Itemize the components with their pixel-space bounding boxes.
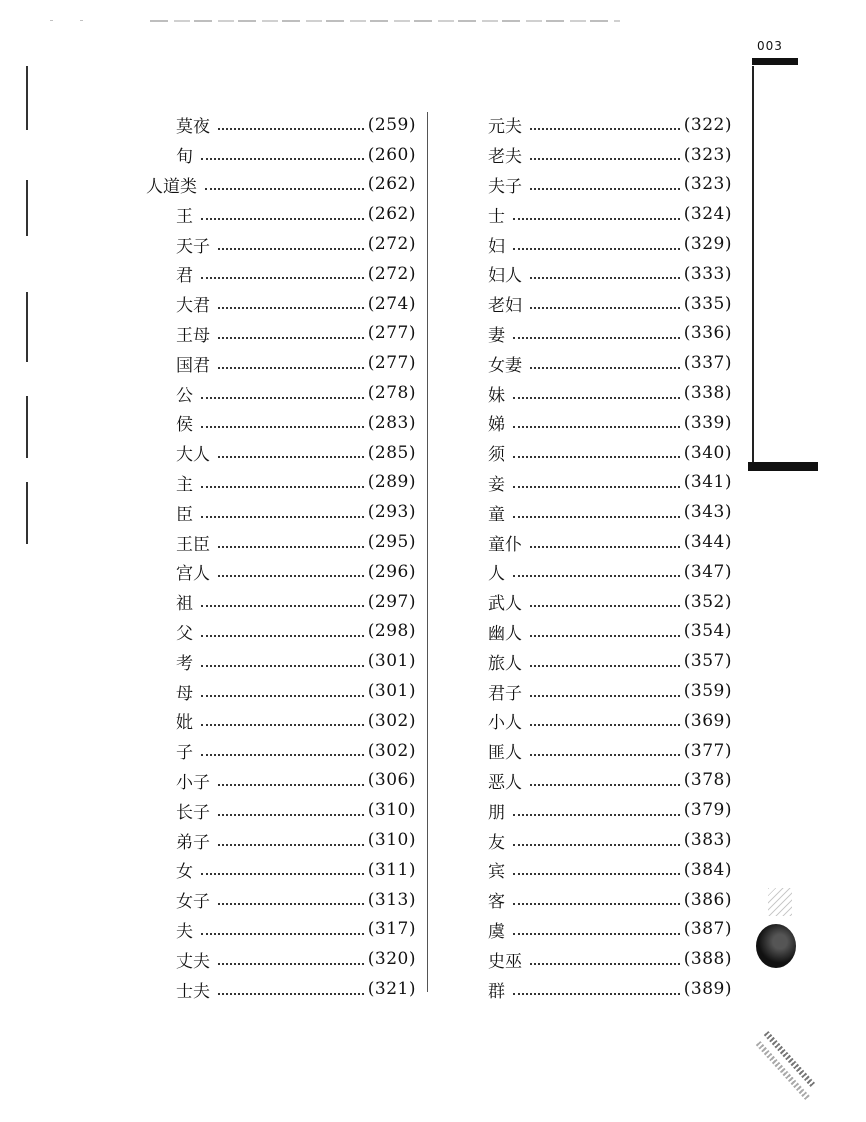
left-margin-bar — [26, 66, 28, 130]
toc-entry-page: (301) — [367, 651, 416, 672]
dot-leader — [513, 455, 680, 458]
toc-entry — [488, 348, 732, 378]
dot-leader — [530, 306, 680, 309]
toc-entry — [488, 974, 732, 1004]
toc-entry — [488, 766, 732, 796]
toc-entry-term: 王臣 — [176, 534, 210, 555]
side-rule — [752, 66, 754, 464]
page-number: 003 — [757, 39, 783, 53]
toc-entry — [488, 319, 732, 349]
toc-entry-term: 子 — [176, 743, 193, 764]
toc-entry — [488, 140, 732, 170]
toc-entry-page: (354) — [683, 621, 732, 642]
toc-entry-page: (347) — [683, 561, 732, 582]
toc-entry-term: 朋 — [488, 802, 505, 823]
dot-leader — [218, 843, 364, 846]
toc-entry-term: 娣 — [488, 415, 505, 436]
toc-entry — [488, 468, 732, 498]
toc-entry-term: 夫 — [176, 921, 193, 942]
dot-leader — [201, 425, 364, 428]
toc-entry — [146, 408, 416, 438]
toc-entry-page: (277) — [367, 323, 416, 344]
toc-entry-page: (335) — [683, 293, 732, 314]
toc-entry-page: (323) — [683, 144, 732, 165]
toc-entry-page: (357) — [683, 651, 732, 672]
toc-entry — [146, 795, 416, 825]
toc-entry — [146, 229, 416, 259]
toc-entry-page: (321) — [367, 979, 416, 999]
toc-entry — [146, 110, 416, 140]
dot-leader — [530, 783, 680, 786]
toc-entry — [146, 527, 416, 557]
toc-entry-term: 妣 — [176, 713, 193, 734]
toc-entry-term: 母 — [176, 683, 193, 704]
toc-entry-term: 史巫 — [488, 951, 522, 972]
dot-leader — [530, 634, 680, 637]
toc-entry — [488, 527, 732, 557]
top-scan-dots — [50, 20, 110, 21]
toc-entry-page: (378) — [683, 770, 732, 791]
dot-leader — [530, 604, 680, 607]
toc-entry-page: (320) — [367, 949, 416, 970]
toc-entry-page: (359) — [683, 681, 732, 702]
toc-entry — [146, 170, 416, 200]
toc-entry — [488, 170, 732, 200]
toc-entry — [488, 557, 732, 587]
dot-leader — [530, 723, 680, 726]
toc-entry-page: (337) — [683, 353, 732, 374]
dot-leader — [205, 187, 364, 190]
toc-entry — [146, 259, 416, 289]
toc-entry — [488, 110, 732, 140]
toc-entry-page: (295) — [367, 532, 416, 553]
dot-leader — [201, 515, 364, 518]
toc-entry-term: 旬 — [176, 147, 193, 168]
toc-entry-page: (329) — [683, 234, 732, 255]
toc-entry-term: 女妻 — [488, 355, 522, 376]
toc-entry — [488, 646, 732, 676]
toc-entry-page: (278) — [367, 383, 416, 404]
toc-entry-term: 幽人 — [488, 623, 522, 644]
toc-column-right — [488, 110, 732, 1004]
toc-entry — [146, 974, 416, 1004]
toc-entry-page: (297) — [367, 591, 416, 612]
dot-leader — [513, 574, 680, 577]
toc-entry-page: (298) — [367, 621, 416, 642]
toc-entry-term: 王母 — [176, 325, 210, 346]
toc-entry-term: 宾 — [488, 862, 505, 883]
toc-entry-page: (289) — [367, 472, 416, 493]
dot-leader — [218, 247, 364, 250]
toc-entry-term: 天子 — [176, 236, 210, 257]
dot-leader — [218, 783, 364, 786]
toc-entry — [488, 855, 732, 885]
toc-entry — [146, 438, 416, 468]
toc-entry-page: (310) — [367, 830, 416, 851]
toc-entry-page: (301) — [367, 681, 416, 702]
toc-entry-term: 老妇 — [488, 296, 522, 317]
toc-entry-page: (302) — [367, 740, 416, 761]
toc-entry — [146, 825, 416, 855]
toc-entry-page: (272) — [367, 234, 416, 255]
toc-entry-term: 元夫 — [488, 117, 522, 138]
toc-entry — [488, 289, 732, 319]
toc-entry — [146, 587, 416, 617]
toc-entry-term: 老夫 — [488, 147, 522, 168]
toc-entry-term: 丈夫 — [176, 951, 210, 972]
toc-entry-page: (277) — [367, 353, 416, 374]
toc-entry-page: (387) — [683, 919, 732, 940]
toc-entry — [146, 885, 416, 915]
toc-entry — [146, 915, 416, 945]
dot-leader — [201, 157, 364, 160]
dot-leader — [201, 872, 364, 875]
toc-entry-term: 祖 — [176, 594, 193, 615]
dot-leader — [201, 723, 364, 726]
scan-speck — [768, 888, 792, 916]
toc-entry-term: 大君 — [176, 296, 210, 317]
toc-entry-term: 须 — [488, 445, 505, 466]
top-scan-line — [150, 20, 620, 22]
toc-entry-term: 人 — [488, 564, 505, 585]
toc-entry — [146, 289, 416, 319]
toc-entry-page: (317) — [367, 919, 416, 940]
toc-entry-term: 妻 — [488, 325, 505, 346]
toc-entry-term: 夫子 — [488, 176, 522, 197]
toc-column-left — [146, 110, 416, 1004]
toc-entry-page: (341) — [683, 472, 732, 493]
toc-entry-page: (274) — [367, 293, 416, 314]
toc-entry-term: 群 — [488, 981, 505, 1002]
dot-leader — [513, 425, 680, 428]
toc-entry-term: 妾 — [488, 474, 505, 495]
dot-leader — [201, 932, 364, 935]
dot-leader — [218, 574, 364, 577]
toc-entry-page: (386) — [683, 889, 732, 910]
thumb-tab-marker — [748, 462, 818, 471]
toc-entry-page: (285) — [367, 442, 416, 463]
toc-entry-page: (340) — [683, 442, 732, 463]
toc-entry-page: (272) — [367, 263, 416, 284]
dot-leader — [513, 485, 680, 488]
toc-entry-page: (388) — [683, 949, 732, 970]
toc-entry-term: 妇人 — [488, 266, 522, 287]
dot-leader — [513, 396, 680, 399]
toc-entry-term: 弟子 — [176, 832, 210, 853]
toc-entry-term: 臣 — [176, 504, 193, 525]
toc-entry-page: (311) — [367, 859, 416, 880]
toc-entry-term: 人道类 — [146, 176, 197, 197]
dot-leader — [530, 366, 680, 369]
toc-entry — [146, 319, 416, 349]
toc-entry — [488, 676, 732, 706]
toc-entry-page: (306) — [367, 770, 416, 791]
toc-entry-term: 国君 — [176, 355, 210, 376]
toc-entry-term: 恶人 — [488, 772, 522, 793]
dot-leader — [513, 843, 680, 846]
toc-entry-page: (260) — [367, 144, 416, 165]
toc-entry-term: 妇 — [488, 236, 505, 257]
toc-entry-page: (343) — [683, 502, 732, 523]
toc-entry — [146, 140, 416, 170]
toc-entry-page: (259) — [367, 114, 416, 135]
toc-entry-term: 小人 — [488, 713, 522, 734]
dot-leader — [530, 694, 680, 697]
toc-entry — [488, 259, 732, 289]
dot-leader — [530, 664, 680, 667]
toc-entry-page: (313) — [367, 889, 416, 910]
dot-leader — [201, 485, 364, 488]
toc-entry-term: 童 — [488, 504, 505, 525]
toc-entry-term: 考 — [176, 653, 193, 674]
dot-leader — [513, 872, 680, 875]
dot-leader — [513, 247, 680, 250]
toc-entry — [488, 795, 732, 825]
toc-entry — [146, 348, 416, 378]
dot-leader — [201, 664, 364, 667]
toc-entry-term: 侯 — [176, 415, 193, 436]
toc-entry — [488, 378, 732, 408]
dot-leader — [218, 902, 364, 905]
toc-entry-term: 公 — [176, 385, 193, 406]
toc-entry — [146, 497, 416, 527]
toc-entry-page: (379) — [683, 800, 732, 821]
toc-entry — [146, 855, 416, 885]
dot-leader — [218, 545, 364, 548]
dot-leader — [201, 396, 364, 399]
toc-entry-page: (352) — [683, 591, 732, 612]
toc-entry-page: (323) — [683, 174, 732, 195]
toc-entry-term: 小子 — [176, 772, 210, 793]
toc-entry — [146, 766, 416, 796]
dot-leader — [201, 217, 364, 220]
toc-entry — [488, 408, 732, 438]
toc-entry-term: 客 — [488, 892, 505, 913]
dot-leader — [513, 902, 680, 905]
toc-entry — [488, 825, 732, 855]
toc-entry-page: (338) — [683, 383, 732, 404]
toc-entry-page: (383) — [683, 830, 732, 851]
toc-entry-term: 武人 — [488, 594, 522, 615]
toc-entry — [488, 706, 732, 736]
toc-entry-term: 匪人 — [488, 743, 522, 764]
dot-leader — [201, 694, 364, 697]
toc-entry-page: (339) — [683, 412, 732, 433]
toc-entry — [146, 706, 416, 736]
toc-entry-page: (389) — [683, 979, 732, 999]
toc-entry — [146, 199, 416, 229]
toc-entry-term: 莫夜 — [176, 117, 210, 138]
toc-entry-term: 童仆 — [488, 534, 522, 555]
toc-entry-term: 长子 — [176, 802, 210, 823]
toc-entry-page: (322) — [683, 114, 732, 135]
toc-entry-page: (324) — [683, 204, 732, 225]
dot-leader — [530, 276, 680, 279]
toc-entry-page: (344) — [683, 532, 732, 553]
dot-leader — [530, 157, 680, 160]
toc-entry-term: 友 — [488, 832, 505, 853]
thumb-tab-top — [752, 58, 798, 65]
left-margin-bar — [26, 292, 28, 362]
toc-entry-term: 士 — [488, 206, 505, 227]
toc-entry — [488, 438, 732, 468]
toc-entry — [146, 557, 416, 587]
toc-entry-term: 士夫 — [176, 981, 210, 1002]
dot-leader — [513, 515, 680, 518]
toc-entry-page: (302) — [367, 710, 416, 731]
toc-entry-term: 虞 — [488, 921, 505, 942]
toc-entry — [146, 736, 416, 766]
dot-leader — [513, 813, 680, 816]
toc-entry-page: (377) — [683, 740, 732, 761]
toc-entry-page: (336) — [683, 323, 732, 344]
dot-leader — [530, 127, 680, 130]
toc-entry-term: 王 — [176, 206, 193, 227]
toc-entry-page: (283) — [367, 412, 416, 433]
toc-entry — [488, 885, 732, 915]
dot-leader — [218, 306, 364, 309]
toc-entry-page: (296) — [367, 561, 416, 582]
dot-leader — [218, 962, 364, 965]
left-margin-bar — [26, 396, 28, 458]
toc-entry-term: 大人 — [176, 445, 210, 466]
dot-leader — [218, 366, 364, 369]
toc-entry-page: (384) — [683, 859, 732, 880]
dot-leader — [513, 217, 680, 220]
dot-leader — [513, 336, 680, 339]
toc-entry — [146, 468, 416, 498]
dot-leader — [513, 932, 680, 935]
toc-entry — [146, 617, 416, 647]
toc-entry-term: 父 — [176, 623, 193, 644]
toc-entry-term: 女 — [176, 862, 193, 883]
toc-entry-term: 君子 — [488, 683, 522, 704]
dot-leader — [201, 276, 364, 279]
dot-leader — [530, 545, 680, 548]
toc-entry — [488, 915, 732, 945]
dot-leader — [218, 455, 364, 458]
dot-leader — [513, 992, 680, 995]
toc-entry — [146, 378, 416, 408]
dot-leader — [530, 753, 680, 756]
left-margin-bar — [26, 482, 28, 544]
toc-entry — [146, 676, 416, 706]
toc-entry-term: 女子 — [176, 892, 210, 913]
toc-entry — [488, 229, 732, 259]
column-divider — [427, 112, 428, 992]
toc-entry-term: 旅人 — [488, 653, 522, 674]
toc-entry-page: (262) — [367, 204, 416, 225]
dot-leader — [201, 634, 364, 637]
dot-leader — [218, 336, 364, 339]
toc-entry-page: (293) — [367, 502, 416, 523]
toc-entry — [488, 736, 732, 766]
toc-entry — [488, 497, 732, 527]
dot-leader — [218, 127, 364, 130]
dot-leader — [201, 753, 364, 756]
dot-leader — [530, 962, 680, 965]
toc-entry-page: (310) — [367, 800, 416, 821]
toc-entry — [146, 646, 416, 676]
toc-entry — [488, 944, 732, 974]
dot-leader — [218, 992, 364, 995]
toc-entry-page: (333) — [683, 263, 732, 284]
dot-leader — [201, 604, 364, 607]
scan-blot — [756, 924, 796, 968]
toc-entry — [488, 617, 732, 647]
toc-entry-term: 君 — [176, 266, 193, 287]
toc-entry-page: (369) — [683, 710, 732, 731]
toc-entry — [146, 944, 416, 974]
toc-entry — [488, 587, 732, 617]
toc-entry-term: 妹 — [488, 385, 505, 406]
toc-entry-page: (262) — [367, 174, 416, 195]
toc-entry-term: 主 — [176, 474, 193, 495]
dot-leader — [218, 813, 364, 816]
dot-leader — [530, 187, 680, 190]
toc-entry — [488, 199, 732, 229]
left-margin-bar — [26, 180, 28, 236]
toc-entry-term: 宫人 — [176, 564, 210, 585]
